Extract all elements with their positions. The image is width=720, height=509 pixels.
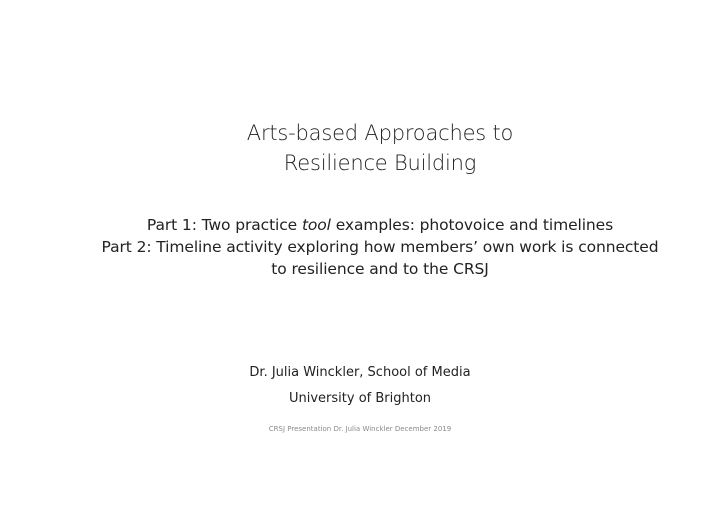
author-affiliation: University of Brighton xyxy=(288,391,432,406)
slide-title xyxy=(180,118,580,178)
slide-footer: CRSJ Presentation Dr. Julia Winckler December 2019 xyxy=(268,425,452,433)
slide-subtitle xyxy=(60,214,700,280)
part-1-italic-word: tool xyxy=(301,216,331,234)
part-1-line xyxy=(60,214,700,236)
slide-title-line-1: Arts-based Approaches to xyxy=(246,121,514,145)
part-2-line-1: Part 2: Timeline activity exploring how members’ own work is connected xyxy=(101,238,659,256)
part-1-prefix: Part 1: Two practice xyxy=(146,216,302,234)
slide-title-line-2: Resilience Building xyxy=(283,151,477,175)
author-name: Dr. Julia Winckler, School of Media xyxy=(249,365,471,380)
part-1-suffix: examples: photovoice and timelines xyxy=(330,216,614,234)
part-2-line-2: to resilience and to the CRSJ xyxy=(271,260,489,278)
